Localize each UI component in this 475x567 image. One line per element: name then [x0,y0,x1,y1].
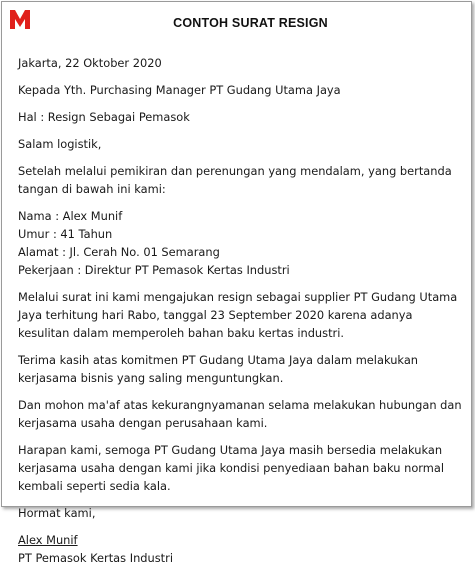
identity-job: Pekerjaan : Direktur PT Pemasok Kertas Industri [18,263,290,277]
body-paragraph-3: Dan mohon ma'af atas kekurangnyamanan selama melakukan hubungan dan kerjasama usaha dengan perusahaan kami. [18,398,462,430]
identity-age: Umur : 41 Tahun [18,227,113,241]
letter-page [1,1,472,565]
body-paragraph-1: Melalui surat ini kami mengajukan resign sebagai supplier PT Gudang Utama Jaya terhitung hari Rabo, tanggal 23 September 2020 karena adanya kesulitan dalam memperoleh bahan baku kertas industri. [18,290,458,340]
closing: Hormat kami, [18,506,96,520]
page-title: CONTOH SURAT RESIGN [173,16,328,30]
place-date: Jakarta, 22 Oktober 2020 [18,56,162,70]
signer-name: Alex Munif [18,533,78,547]
identity-name: Nama : Alex Munif [18,209,123,223]
body-paragraph-2: Terima kasih atas komitmen PT Gudang Utama Jaya dalam melakukan kerjasama bisnis yang saling menguntungkan. [18,353,419,385]
identity-block [18,207,464,279]
intro-paragraph: Setelah melalui pemikiran dan perenungan yang mendalam, yang bertanda tangan di bawah ini kami: [18,164,452,196]
recipient: Kepada Yth. Purchasing Manager PT Gudang Utama Jaya [18,83,341,97]
letter-body [18,54,464,567]
signer-company: PT Pemasok Kertas Industri [18,551,173,565]
identity-address: Alamat : Jl. Cerah No. 01 Semarang [18,245,220,259]
greeting: Salam logistik, [18,137,102,151]
subject: Hal : Resign Sebagai Pemasok [18,110,190,124]
body-paragraph-4: Harapan kami, semoga PT Gudang Utama Jaya masih bersedia melakukan kerjasama usaha dengan kami jika kondisi penyediaan bahan baku normal kembali seperti sedia kala. [18,443,445,493]
